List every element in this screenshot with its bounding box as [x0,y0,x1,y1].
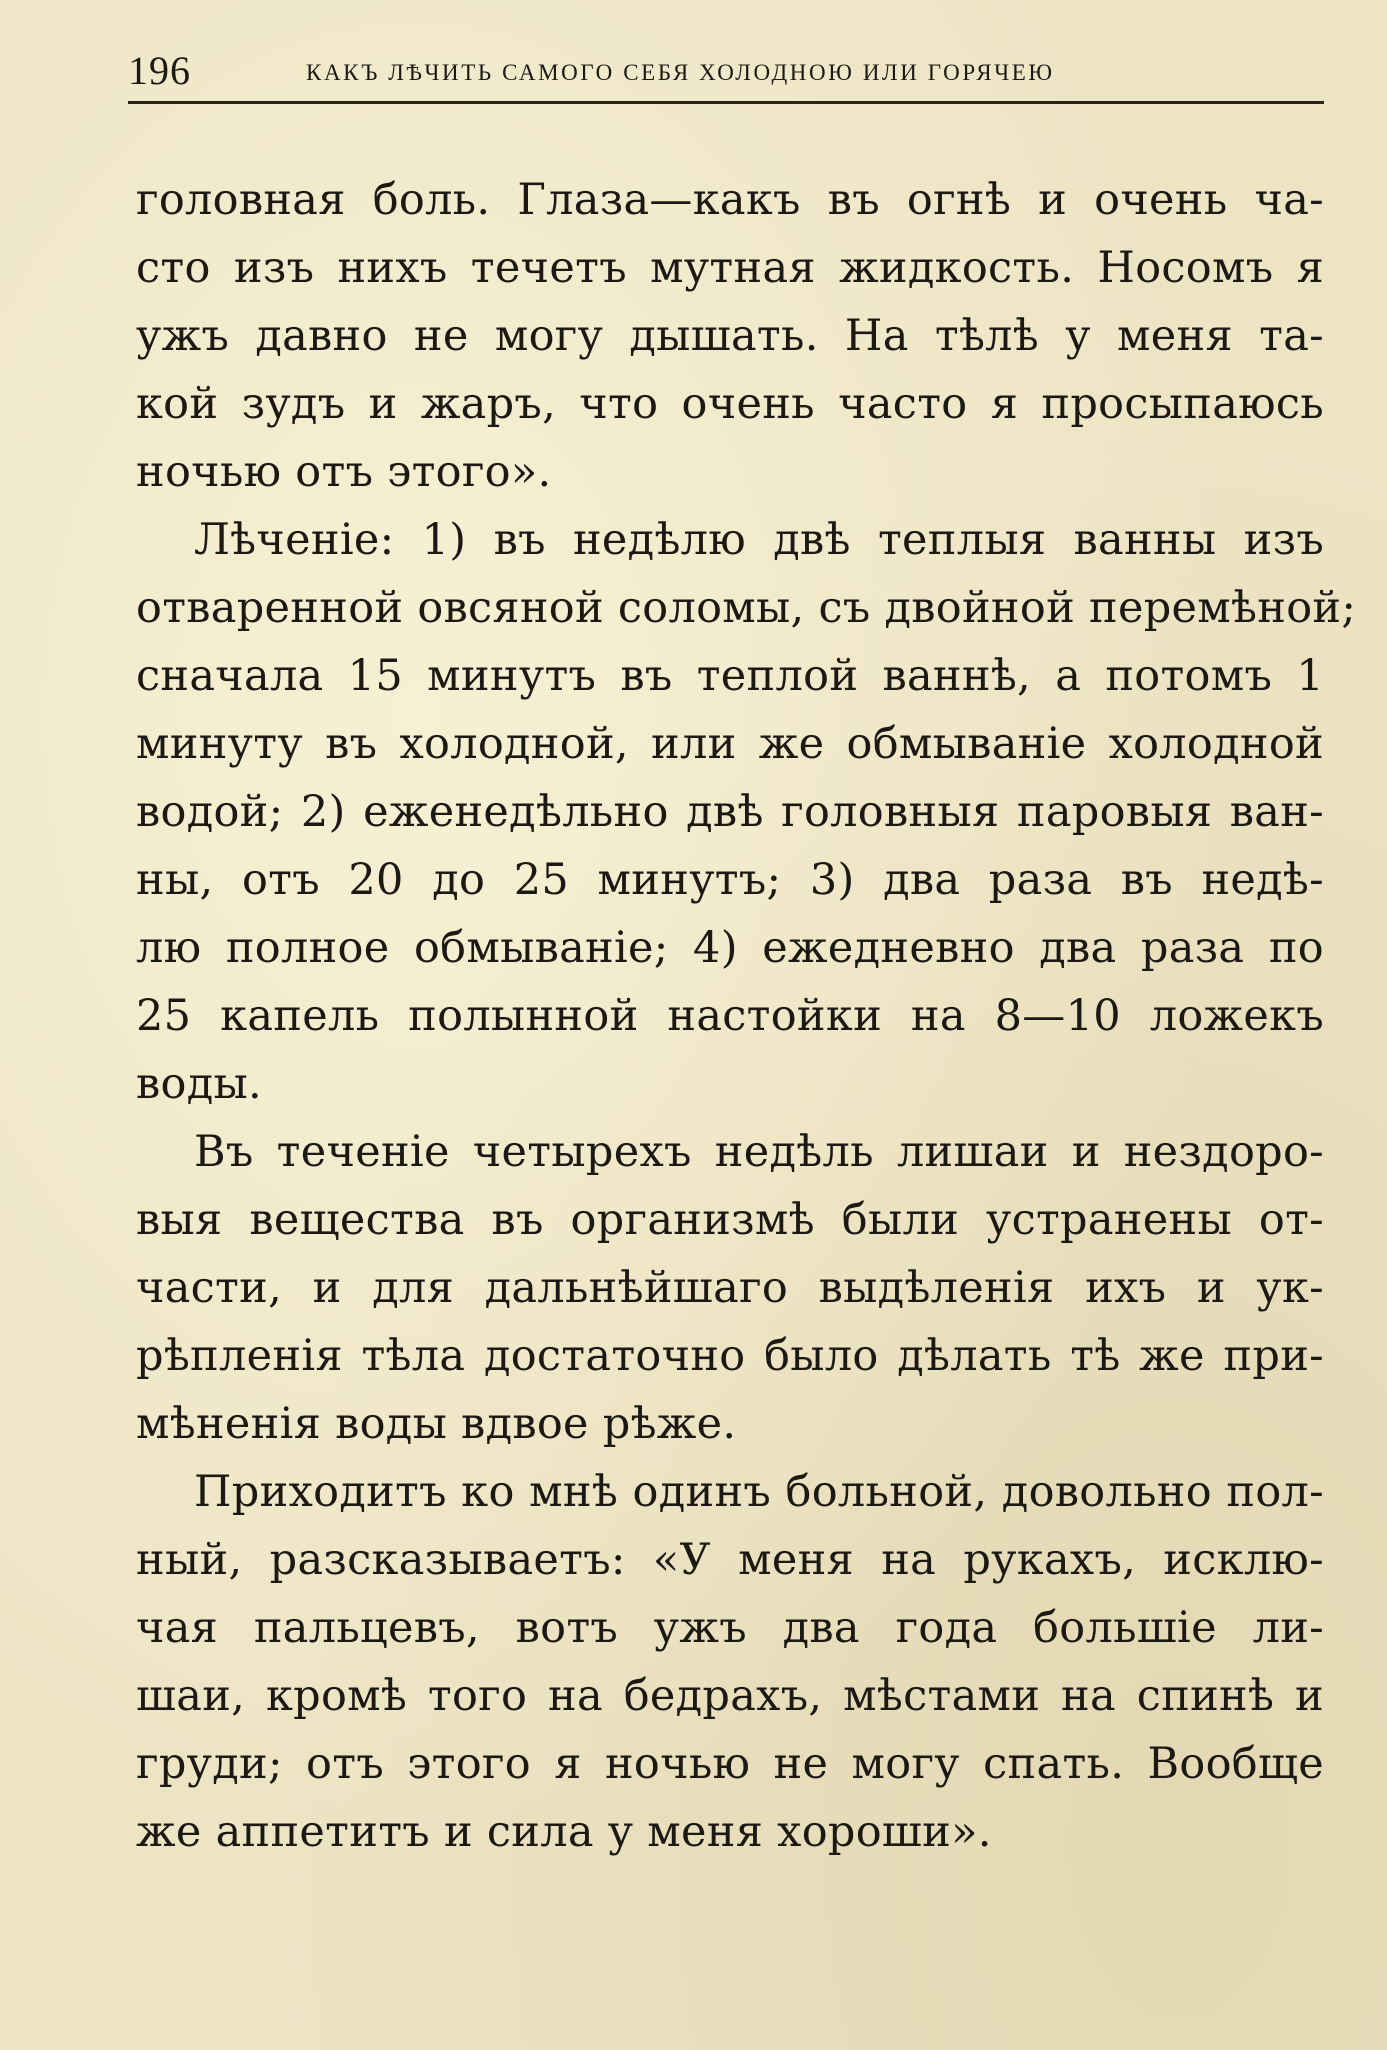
text-line: шаи, кромѣ того на бедрахъ, мѣстами на спинѣ и [136,1671,1324,1721]
page-header [128,46,1322,96]
text-line: груди; отъ этого я ночью не могу спать. Вообще [136,1739,1324,1789]
text-line: выя вещества въ организмѣ были устранены от- [136,1195,1324,1245]
text-line: головная боль. Глаза—какъ въ огнѣ и очень ча- [136,175,1324,225]
text-line: минуту въ холодной, или же обмываніе холодной [136,719,1324,769]
running-title: КАКЪ ЛѢЧИТЬ САМОГО СЕБЯ ХОЛОДНОЮ ИЛИ ГОРЯЧЕЮ [306,60,1055,85]
text-line: Приходитъ ко мнѣ одинъ больной, довольно пол- [194,1467,1324,1517]
text-line: части, и для дальнѣйшаго выдѣленія ихъ и ук- [136,1263,1324,1313]
text-line: ужъ давно не могу дышать. На тѣлѣ у меня та- [136,311,1324,361]
text-line: же аппетитъ и сила у меня хороши». [136,1807,992,1857]
text-line: водой; 2) еженедѣльно двѣ головныя паровыя ван- [136,787,1324,837]
text-line: Лѣченіе: 1) въ недѣлю двѣ теплыя ванны изъ [194,515,1324,565]
text-line: 25 капель полынной настойки на 8—10 ложекъ [136,991,1324,1041]
text-line: рѣпленія тѣла достаточно было дѣлать тѣ же при- [136,1331,1324,1381]
page-number: 196 [128,48,191,93]
text-line: отваренной овсяной соломы, съ двойной перемѣной; [136,583,1357,633]
text-line: сто изъ нихъ течетъ мутная жидкость. Носомъ я [136,243,1324,293]
text-line: лю полное обмываніе; 4) ежедневно два раза по [136,923,1324,973]
body-text [136,166,1357,1866]
text-line: ны, отъ 20 до 25 минутъ; 3) два раза въ недѣ- [136,855,1324,905]
header-rule [128,101,1324,104]
text-line: воды. [136,1059,262,1109]
text-line: сначала 15 минутъ въ теплой ваннѣ, а потомъ 1 [136,651,1324,701]
text-line: ночью отъ этого». [136,447,552,497]
text-line: ный, разсказываетъ: «У меня на рукахъ, исклю- [136,1535,1324,1585]
text-line: чая пальцевъ, вотъ ужъ два года большіе ли- [136,1603,1324,1653]
text-line: мѣненія воды вдвое рѣже. [136,1399,737,1449]
text-line: Въ теченіе четырехъ недѣль лишаи и нездоро- [194,1127,1324,1177]
text-line: кой зудъ и жаръ, что очень часто я просыпаюсь [136,379,1324,429]
